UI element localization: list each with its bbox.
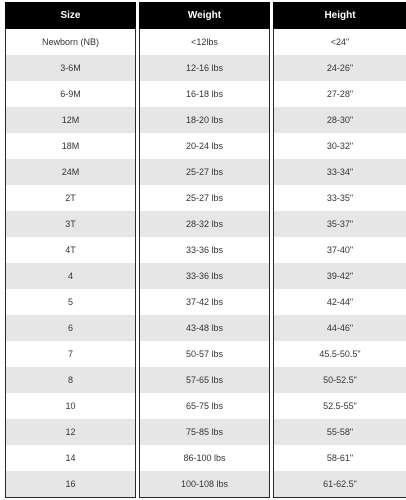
table-row [5, 211, 406, 237]
height-cell: 30-32" [273, 133, 406, 159]
header-size: Size [5, 2, 136, 29]
header-height: Height [273, 2, 406, 29]
weight-cell: 43-48 lbs [139, 315, 270, 341]
height-cell: 27-28" [273, 81, 406, 107]
table-row [5, 289, 406, 315]
table-row [5, 185, 406, 211]
height-cell: 58-61" [273, 445, 406, 471]
table-row [5, 471, 406, 498]
weight-cell: 86-100 lbs [139, 445, 270, 471]
weight-cell: 50-57 lbs [139, 341, 270, 367]
height-cell: 28-30" [273, 107, 406, 133]
height-cell: 52.5-55" [273, 393, 406, 419]
table-row [5, 393, 406, 419]
size-cell: 6-9M [5, 81, 136, 107]
table-row [5, 107, 406, 133]
weight-cell: 25-27 lbs [139, 159, 270, 185]
size-cell: 2T [5, 185, 136, 211]
table-row [5, 341, 406, 367]
height-cell: 24-26" [273, 55, 406, 81]
table-row [5, 419, 406, 445]
size-cell: 4T [5, 237, 136, 263]
height-cell: 50-52.5" [273, 367, 406, 393]
size-cell: 3-6M [5, 55, 136, 81]
size-cell: 24M [5, 159, 136, 185]
weight-cell: 12-16 lbs [139, 55, 270, 81]
height-cell: 37-40" [273, 237, 406, 263]
weight-cell: 28-32 lbs [139, 211, 270, 237]
table-row [5, 29, 406, 55]
table-row [5, 315, 406, 341]
height-cell: <24" [273, 29, 406, 55]
weight-cell: 57-65 lbs [139, 367, 270, 393]
table-row [5, 159, 406, 185]
header-weight: Weight [139, 2, 270, 29]
height-cell: 33-35" [273, 185, 406, 211]
size-chart [2, 2, 404, 498]
table-row [5, 367, 406, 393]
size-chart-table [2, 2, 406, 498]
weight-cell: 37-42 lbs [139, 289, 270, 315]
size-cell: 16 [5, 471, 136, 498]
size-cell: 6 [5, 315, 136, 341]
weight-cell: 75-85 lbs [139, 419, 270, 445]
size-cell: 10 [5, 393, 136, 419]
weight-cell: <12lbs [139, 29, 270, 55]
height-cell: 61-62.5" [273, 471, 406, 498]
table-row [5, 263, 406, 289]
size-cell: Newborn (NB) [5, 29, 136, 55]
size-cell: 18M [5, 133, 136, 159]
weight-cell: 16-18 lbs [139, 81, 270, 107]
size-cell: 8 [5, 367, 136, 393]
size-cell: 3T [5, 211, 136, 237]
table-row [5, 81, 406, 107]
size-cell: 12 [5, 419, 136, 445]
table-row [5, 133, 406, 159]
height-cell: 55-58" [273, 419, 406, 445]
weight-cell: 18-20 lbs [139, 107, 270, 133]
height-cell: 33-34" [273, 159, 406, 185]
weight-cell: 20-24 lbs [139, 133, 270, 159]
table-row [5, 55, 406, 81]
header-row [5, 2, 406, 29]
size-cell: 14 [5, 445, 136, 471]
table-row [5, 445, 406, 471]
height-cell: 35-37" [273, 211, 406, 237]
weight-cell: 100-108 lbs [139, 471, 270, 498]
size-cell: 7 [5, 341, 136, 367]
height-cell: 45.5-50.5" [273, 341, 406, 367]
table-row [5, 237, 406, 263]
weight-cell: 33-36 lbs [139, 237, 270, 263]
size-cell: 12M [5, 107, 136, 133]
weight-cell: 33-36 lbs [139, 263, 270, 289]
size-cell: 4 [5, 263, 136, 289]
height-cell: 42-44" [273, 289, 406, 315]
weight-cell: 25-27 lbs [139, 185, 270, 211]
height-cell: 44-46" [273, 315, 406, 341]
size-cell: 5 [5, 289, 136, 315]
height-cell: 39-42" [273, 263, 406, 289]
weight-cell: 65-75 lbs [139, 393, 270, 419]
